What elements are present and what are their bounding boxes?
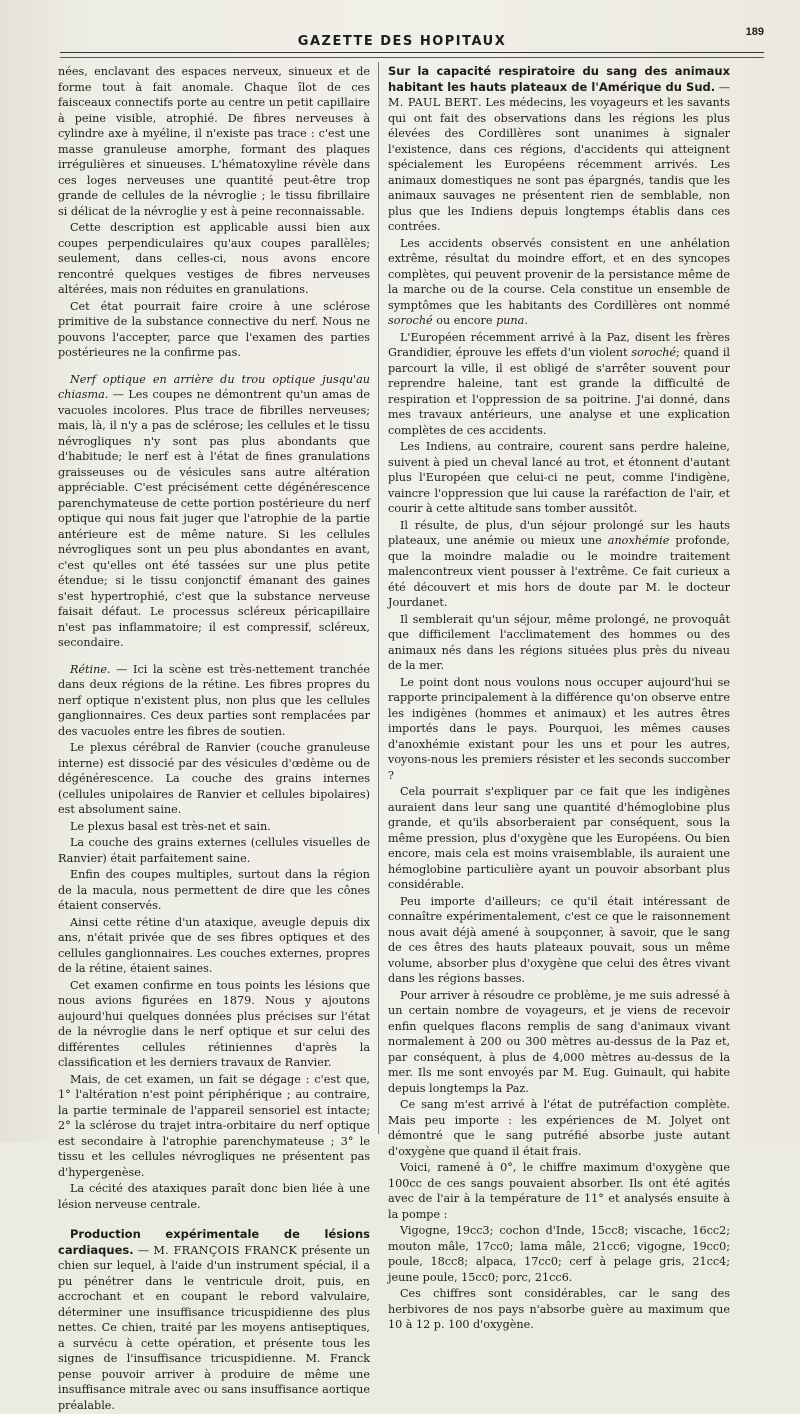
text-run: ou encore [432,314,497,327]
paragraph: Vigogne, 19cc3; cochon d'Inde, 15cc8; viscache, 16cc2; mouton mâle, 17cc0; lama mâle, 21cc6; vigogne, 19cc0; poule, 18cc8; alpaca, 17cc0; cerf à pelage gris, 21cc4; jeune poule, 15cc0; porc, 21cc6. [388,1224,730,1284]
text-run: . [524,314,528,327]
paragraph: Cet état pourrait faire croire à une sclérose primitive de la substance connective du nerf. Nous ne pouvons l'accepter, parce que l'examen des parties postérieures ne la confirme pas. [58,299,370,359]
retine-paragraph [58,662,370,740]
text-run: profonde, que la moindre maladie ou le moindre traitement malencontreux vient pousser à l'extrême. Ce fait curieux a été découvert et mis hors de doute par M. le docteur Jourdanet. [388,534,730,609]
section-heading: Production expérimentale de lésions cardiaques. [58,1227,370,1257]
header-rule [60,52,764,53]
text-run: ; quand il parcourt la ville, il est obligé de s'arrêter souvent pour reprendre haleine, tant est grande la difficulté de respiration et l'oppression de sa poitrine. J'ai donné, dans mes travaux antérieurs, une analyse et une explication complètes de ces accidents. [388,346,730,437]
section-title: Nerf optique en arrière du trou optique jusqu'au chiasma. [58,372,370,401]
journal-title: GAZETTE DES HOPITAUX [297,34,507,49]
paragraph: Voici, ramené à 0°, le chiffre maximum d'oxygène que 100cc de ces sangs pouvaient absorber. Ils ont été agités avec de l'air à la température de 11° et analysés ensuite à la pompe : [388,1161,730,1221]
author-name: M. PAUL BERT [388,96,478,109]
paragraph [388,330,730,439]
paragraph: Mais, de cet examen, un fait se dégage : c'est que, 1° l'altération n'est point périphérique ; au contraire, la partie terminale de l'appareil sensoriel est intacte; 2° la sclérose du trajet intra-orbitaire du nerf optique est secondaire à l'atrophie parenchymateuse ; 3° le tissu et les cellules névrogliques ne présentent pas d'hypergenèse. [58,1072,370,1179]
paragraph: Le point dont nous voulons nous occuper aujourd'hui se rapporte principalement à la différence qu'on observe entre les indigènes (hommes et animaux) et les autres êtres importés dans le pays. Pourquoi, les mêmes causes d'anoxhémie existant pour les uns et pour les autres, voyons-nous les premiers résister et les seconds succomber ? [388,675,730,782]
paragraph: Ainsi cette rétine d'un ataxique, aveugle depuis dix ans, n'était privée que de ses fibres optiques et des cellules ganglionnaires. Les couches externes, propres de la rétine, étaient saines. [58,915,370,975]
left-column [58,64,370,1414]
paragraph: Ces chiffres sont considérables, car le sang des herbivores de nos pays n'absorbe guère au maximum que 10 à 12 p. 100 d'oxygène. [388,1287,730,1331]
paragraph: Cette description est applicable aussi bien aux coupes perpendiculaires qu'aux coupes parallèles; seulement, dans celles-ci, nous avons encore rencontré quelques vestiges de fibres nerveuses altérées, mais non réduites en granulations. [58,221,370,296]
paragraph-text: — Les coupes ne démontrent qu'un amas de vacuoles incolores. Plus trace de fibrilles nerveuses; mais, là, il n'y a pas de sclérose; les cellules et le tissu névrogliques n'y sont pas plus abondants que d'habitude; le nerf est à l'état de fines granulations graisseuses ou de vésicules sans autre altération appréciable. C'est précisément cette dégénérescence parenchymateuse de cette portion postérieure du nerf optique qui nous fait juger que l'atrophie de la partie antérieure est de même nature. Si les cellules névrogliques sont un peu plus abondantes en avant, c'est qu'elles ont été tassées sur une plus petite étendue; si le tissu conjonctif émanant des gaines s'est hypertrophié, c'est que la substance nerveuse faisait défaut. Le processus scléreux péricapillaire n'est pas inflammatoire; il est compressif, scléreux, secondaire. [58,388,370,649]
article-title: Sur la capacité respiratoire du sang des animaux habitant les hauts plateaux de l'Amérique du Sud. [388,64,730,94]
paragraph: Le plexus cérébral de Ranvier (couche granuleuse interne) est dissocié par des vésicules d'œdème ou de dégénérescence. La couche des grains internes (cellules unipolaires de Ranvier et cellules bipolaires) est absolument saine. [58,741,370,816]
paragraph [388,236,730,329]
paragraph: Pour arriver à résoudre ce problème, je me suis adressé à un certain nombre de voyageurs, et je viens de recevoir enfin quelques flacons remplis de sang d'animaux vivant normalement à 200 ou 300 mètres au-dessus de la Paz et, par conséquent, à plus de 4,000 mètres au-dessus de la mer. Ils me sont envoyés par M. Eug. Guinault, qui habite depuis longtemps la Paz. [388,988,730,1095]
paragraph-text: présente un chien sur lequel, à l'aide d'un instrument spécial, il a pu pénétrer dans le ventricule droit, puis, en accrochant et en coupant le rebord valvulaire, déterminer une insuffisance tricuspidienne des plus nettes. Ce chien, traité par les moyens antiseptiques, a survécu à cette opération, et présente tous les signes de l'insuffisance tricuspidienne. M. Franck pense pouvoir arriver à produire de même une insuffisance mitrale avec ou sans insuffisance aortique préalable. [58,1243,370,1412]
column-divider [378,62,379,1134]
paragraph: Ce sang m'est arrivé à l'état de putréfaction complète. Mais peu importe : les expériences de M. Jolyet ont démontré que le sang putréfié absorbe juste autant d'oxygène que quand il était frais. [388,1098,730,1158]
paragraph [388,518,730,611]
paragraph: Cet examen confirme en tous points les lésions que nous avions figurées en 1879. Nous y ajoutons aujourd'hui quelques données plus précises sur l'état de la névroglie dans le nerf optique et sur celui des différentes cellules rétiniennes d'après la classification et les derniers travaux de Ranvier. [58,978,370,1069]
paragraph: nées, enclavant des espaces nerveux, sinueux et de forme tout à fait anomale. Chaque îlot de ces faisceaux connectifs porte au centre un petit capillaire à peine visible, atrophié. De fibres nerveuses à cylindre axe à myéline, il n'existe pas trace : c'est une masse granuleuse amorphe, formant des plaques irrégulières et sinueuses. L'hématoxyline révèle dans ces loges nerveuses une quantité peut-être trop grande de cellules de la névroglie ; le tissu fibrillaire si délicat de la névroglie y est à peine reconnaissable. [58,65,370,218]
article-intro: Sur la capacité respiratoire du sang des animaux habitant les hauts plateaux de l'Amérique du Sud. — M. PAUL BERT. Les médecins, les voyageurs et les savants qui ont fait des observations dans les régions les plus élevées des Cordillères sont unanimes à signaler l'existence, dans ces régions, d'accidents qui atteignent spécialement les Européens récemment arrivés. Les animaux domestiques ne sont pas épargnés, tandis que les animaux sauvages ne présentent rien de semblable, non plus que les Indiens depuis longtemps établis dans ces contrées. [388,64,730,233]
page-number: 189 [745,26,764,38]
paragraph: Il semblerait qu'un séjour, même prolongé, ne provoquât que difficilement l'acclimatement des hommes ou des animaux nés dans les régions situées plus près du niveau de la mer. [388,612,730,672]
italic-term: soroché [388,314,433,327]
italic-term: soroché [631,346,677,359]
production-paragraph: Production expérimentale de lésions cardiaques. — M. FRANÇOIS FRANCK présente un chien sur lequel, à l'aide d'un instrument spécial, il a pu pénétrer dans le ventricule droit, puis, en accrochant et en coupant le rebord valvulaire, déterminer une insuffisance tricuspidienne des plus nettes. Ce chien, traité par les moyens antiseptiques, a survécu à cette opération, et présente tous les signes de l'insuffisance tricuspidienne. M. Franck pense pouvoir arriver à produire de même une insuffisance mitrale avec ou sans insuffisance aortique préalable. [58,1227,370,1412]
paragraph: Peu importe d'ailleurs; ce qu'il était intéressant de connaître expérimentalement, c'est ce que le raisonnement nous avait déjà amené à soupçonner, à savoir, que le sang de ces êtres des hauts plateaux pouvait, sous un même volume, absorber plus d'oxygène que celui des êtres vivant dans les régions basses. [388,894,730,985]
italic-term: anoxhémie [607,534,670,547]
nerf-optique-paragraph [58,372,370,651]
paragraph: Enfin des coupes multiples, surtout dans la région de la macula, nous permettent de dire que les cônes étaient conservés. [58,868,370,912]
paragraph: La cécité des ataxiques paraît donc bien liée à une lésion nerveuse centrale. [58,1182,370,1211]
paragraph: Les Indiens, au contraire, courent sans perdre haleine, suivent à pied un cheval lancé au trot, et étonnent d'autant plus l'Européen que celui-ci ne peut, comme l'indigène, vaincre l'oppression que lui cause la raréfaction de l'air, et courir à cette altitude sans tomber aussitôt. [388,440,730,515]
paragraph: Le plexus basal est très-net et sain. [70,819,271,833]
paragraph-text: . Les médecins, les voyageurs et les savants qui ont fait des observations dans les régions les plus élevées des Cordillères sont unanimes à signaler l'existence, dans ces régions, d'accidents qui atteignent spécialement les Européens récemment arrivés. Les animaux domestiques ne sont pas épargnés, tandis que les animaux sauvages ne présentent rien de semblable, non plus que les Indiens depuis longtemps établis dans ces contrées. [388,96,730,233]
paragraph: La couche des grains externes (cellules visuelles de Ranvier) était parfaitement saine. [58,836,370,865]
right-column [388,64,730,1334]
italic-term: puna [496,314,525,327]
paragraph: Cela pourrait s'expliquer par ce fait que les indigènes auraient dans leur sang une quantité d'hémoglobine plus grande, et qu'ils absorberaient par conséquent, sous la même pression, plus d'oxygène que les Européens. Ou bien encore, mais cela est moins vraisemblable, ils auraient une hémoglobine particulière ayant un pouvoir absorbant plus considérable. [388,785,730,891]
author-name: M. FRANÇOIS FRANCK [153,1243,298,1257]
text-run: Il résulte, de plus, d'un séjour prolongé sur les hauts plateaux, une anémie ou mieux une [388,518,730,547]
text-run: Les accidents observés consistent en une anhélation extrême, résultat du moindre effort, et en des syncopes complètes, qui peuvent provenir de la persistance même de la marche ou de la course. Cela constitue un ensemble de symptômes que les habitants des Cordillères ont nommé [388,236,730,312]
paragraph-text: — Ici la scène est très-nettement tranchée dans deux régions de la rétine. Les fibres propres du nerf optique n'existent plus, non plus que les cellules ganglionnaires. Ces deux parties sont remplacées par des vacuoles entre les fibres de soutien. [58,662,370,738]
header-rule-thin [60,57,764,58]
section-title: Rétine. [70,662,111,676]
text-run: L'Européen récemment arrivé à la Paz, disent les frères Grandidier, éprouve les effets d'un violent [388,330,730,359]
